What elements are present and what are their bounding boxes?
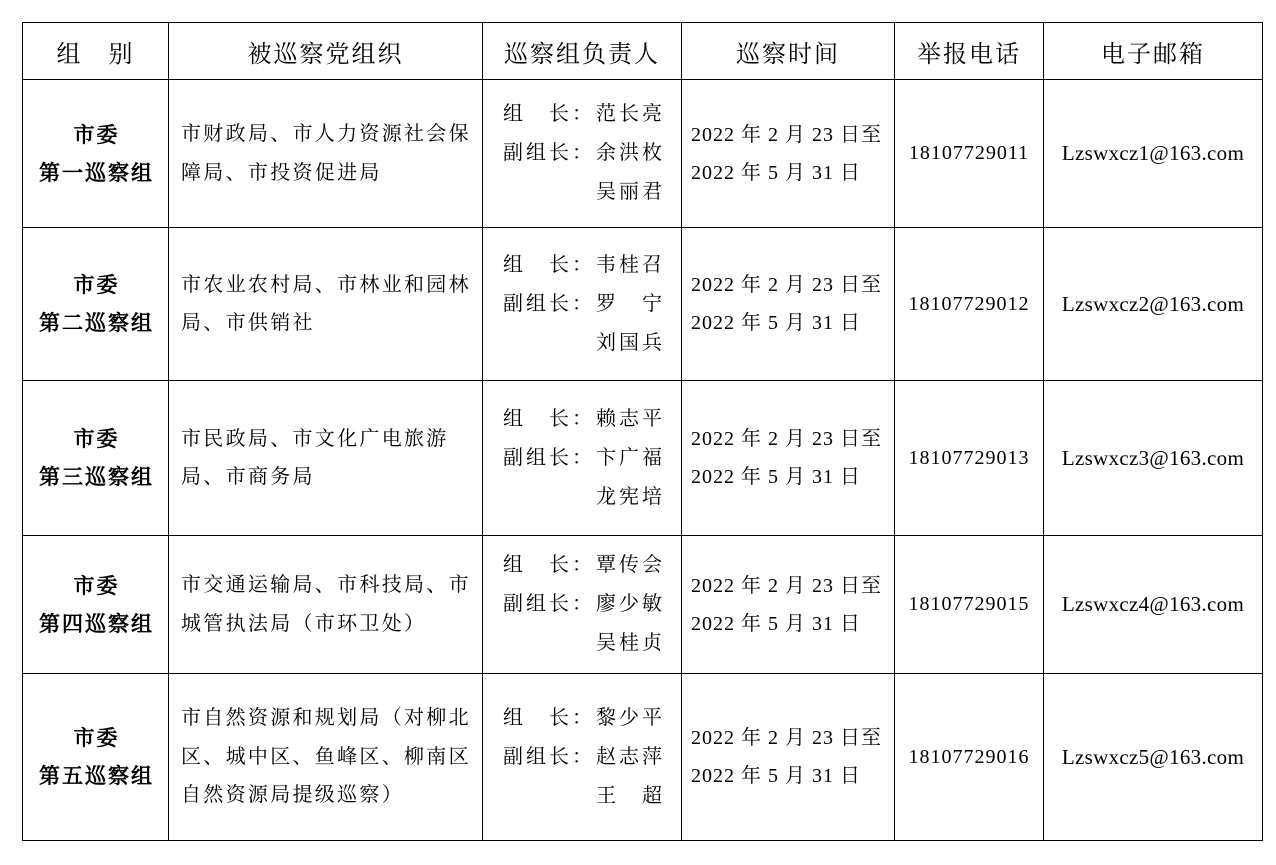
- email-address: Lzswxcz2@163.com: [1061, 291, 1245, 316]
- group-cell: [23, 80, 169, 228]
- leader-label: 组 长：: [503, 554, 595, 576]
- period-cell: [682, 228, 895, 381]
- leaders-block: [503, 546, 681, 663]
- period-line: 2022 年 2 月 23 日至: [691, 123, 882, 146]
- organization-cell: [169, 674, 483, 841]
- organization-line: 障局、市投资促进局: [181, 161, 382, 184]
- organization-cell: [169, 80, 483, 228]
- period-line: 2022 年 5 月 31 日: [691, 466, 861, 488]
- email-cell: [1044, 536, 1263, 674]
- group-name-line: 市委: [73, 427, 120, 451]
- deputy-label: 副组长：: [503, 292, 595, 315]
- deputy-name: 罗 宁: [596, 292, 665, 315]
- deputy-name: 赵志萍: [596, 745, 665, 768]
- phone-number: 18107729012: [908, 292, 1030, 315]
- group-cell: [23, 674, 169, 841]
- group-name-line: 第四巡察组: [39, 611, 154, 636]
- leader-name: 覃传会: [596, 554, 665, 576]
- group-name-line: 第二巡察组: [39, 311, 154, 335]
- email-cell: [1044, 80, 1263, 228]
- leader-label: 组 长：: [503, 103, 595, 125]
- deputy-label-spacer: [503, 478, 596, 517]
- leaders-cell: [483, 381, 682, 536]
- organization-line: 局、市商务局: [181, 466, 315, 488]
- organization-cell: [169, 381, 483, 536]
- period-cell: [682, 674, 895, 841]
- header-group: 组 别: [23, 23, 169, 80]
- leader-label: 组 长：: [503, 253, 595, 276]
- phone-cell: [895, 674, 1044, 841]
- email-cell: [1044, 674, 1263, 841]
- header-row: [23, 23, 1263, 80]
- phone-cell: [895, 228, 1044, 381]
- leader-name: 黎少平: [596, 706, 665, 729]
- table-row: [23, 228, 1263, 381]
- deputy-name: 廖少敏: [596, 593, 665, 615]
- period-line: 2022 年 5 月 31 日: [691, 312, 861, 334]
- period-line: 2022 年 2 月 23 日至: [691, 727, 882, 749]
- organization-line: 市农业农村局、市林业和园林: [181, 273, 471, 296]
- phone-cell: [895, 536, 1044, 674]
- phone-number: 18107729011: [908, 142, 1030, 164]
- deputy-name: 王 超: [596, 784, 665, 807]
- leaders-cell: [483, 228, 682, 381]
- table-row: [23, 674, 1263, 841]
- period-line: 2022 年 2 月 23 日至: [691, 274, 882, 296]
- table-row: [23, 536, 1263, 674]
- organization-line: 市交通运输局、市科技局、市: [181, 574, 471, 596]
- period-line: 2022 年 2 月 23 日至: [691, 574, 882, 597]
- table-row: [23, 381, 1263, 536]
- leaders-cell: [483, 536, 682, 674]
- organization-line: 城管执法局（市环卫处）: [181, 612, 427, 635]
- phone-number: 18107729016: [908, 745, 1030, 768]
- patrol-schedule-table: [22, 22, 1263, 841]
- period-cell: [682, 536, 895, 674]
- header-period: 巡察时间: [682, 23, 895, 80]
- organization-line: 自然资源局提级巡察）: [181, 784, 404, 807]
- leaders-block: [503, 400, 681, 517]
- period-line: 2022 年 2 月 23 日至: [691, 428, 882, 450]
- period-line: 2022 年 5 月 31 日: [691, 161, 861, 184]
- table-header: [23, 23, 1263, 80]
- group-name-line: 第三巡察组: [39, 465, 154, 489]
- table-row: [23, 80, 1263, 228]
- table-body: [23, 80, 1263, 841]
- period-line: 2022 年 5 月 31 日: [691, 765, 861, 787]
- organization-line: 局、市供销社: [181, 312, 315, 334]
- leaders-block: [503, 246, 681, 363]
- deputy-name: 余洪枚: [596, 142, 665, 164]
- deputy-label-spacer: [503, 624, 596, 663]
- phone-number: 18107729013: [908, 446, 1030, 469]
- header-phone: 举报电话: [895, 23, 1044, 80]
- phone-number: 18107729015: [908, 593, 1030, 615]
- deputy-name: 卞广福: [596, 446, 665, 469]
- deputy-label: 副组长：: [503, 446, 595, 469]
- organization-line: 市民政局、市文化广电旅游: [181, 427, 449, 450]
- group-name-line: 市委: [73, 273, 120, 297]
- header-leaders: 巡察组负责人: [483, 23, 682, 80]
- deputy-label: 副组长：: [503, 142, 595, 164]
- leaders-cell: [483, 674, 682, 841]
- leaders-block: [503, 95, 681, 212]
- organization-cell: [169, 228, 483, 381]
- phone-cell: [895, 381, 1044, 536]
- leaders-block: [503, 699, 681, 816]
- group-name-line: 第五巡察组: [39, 764, 154, 788]
- deputy-label-spacer: [503, 777, 596, 816]
- group-name-line: 市委: [73, 726, 120, 750]
- deputy-label-spacer: [503, 324, 596, 363]
- deputy-label: 副组长：: [503, 745, 595, 768]
- email-address: Lzswxcz4@163.com: [1061, 592, 1245, 616]
- email-address: Lzswxcz1@163.com: [1061, 141, 1245, 165]
- group-cell: [23, 536, 169, 674]
- deputy-name: 龙宪培: [596, 485, 665, 508]
- organization-line: 市财政局、市人力资源社会保: [181, 123, 471, 145]
- period-line: 2022 年 5 月 31 日: [691, 612, 861, 635]
- group-name-line: 市委: [73, 573, 120, 598]
- organization-line: 区、城中区、鱼峰区、柳南区: [181, 745, 471, 768]
- group-name-line: 市委: [73, 122, 120, 147]
- period-cell: [682, 80, 895, 228]
- period-cell: [682, 381, 895, 536]
- deputy-label: 副组长：: [503, 593, 595, 615]
- leaders-cell: [483, 80, 682, 228]
- header-email: 电子邮箱: [1044, 23, 1263, 80]
- email-cell: [1044, 381, 1263, 536]
- header-organization: 被巡察党组织: [169, 23, 483, 80]
- leader-name: 赖志平: [596, 407, 665, 430]
- deputy-name: 吴丽君: [596, 181, 665, 203]
- email-address: Lzswxcz3@163.com: [1061, 445, 1245, 470]
- group-name-line: 第一巡察组: [39, 160, 154, 185]
- group-cell: [23, 381, 169, 536]
- organization-line: 市自然资源和规划局（对柳北: [181, 707, 471, 730]
- deputy-name: 刘国兵: [596, 331, 665, 354]
- leader-label: 组 长：: [503, 407, 595, 430]
- leader-name: 韦桂召: [596, 253, 665, 276]
- group-cell: [23, 228, 169, 381]
- phone-cell: [895, 80, 1044, 228]
- organization-cell: [169, 536, 483, 674]
- email-address: Lzswxcz5@163.com: [1061, 744, 1245, 769]
- leader-label: 组 长：: [503, 706, 595, 729]
- deputy-label-spacer: [503, 173, 596, 212]
- deputy-name: 吴桂贞: [596, 632, 665, 654]
- email-cell: [1044, 228, 1263, 381]
- leader-name: 范长亮: [596, 103, 665, 125]
